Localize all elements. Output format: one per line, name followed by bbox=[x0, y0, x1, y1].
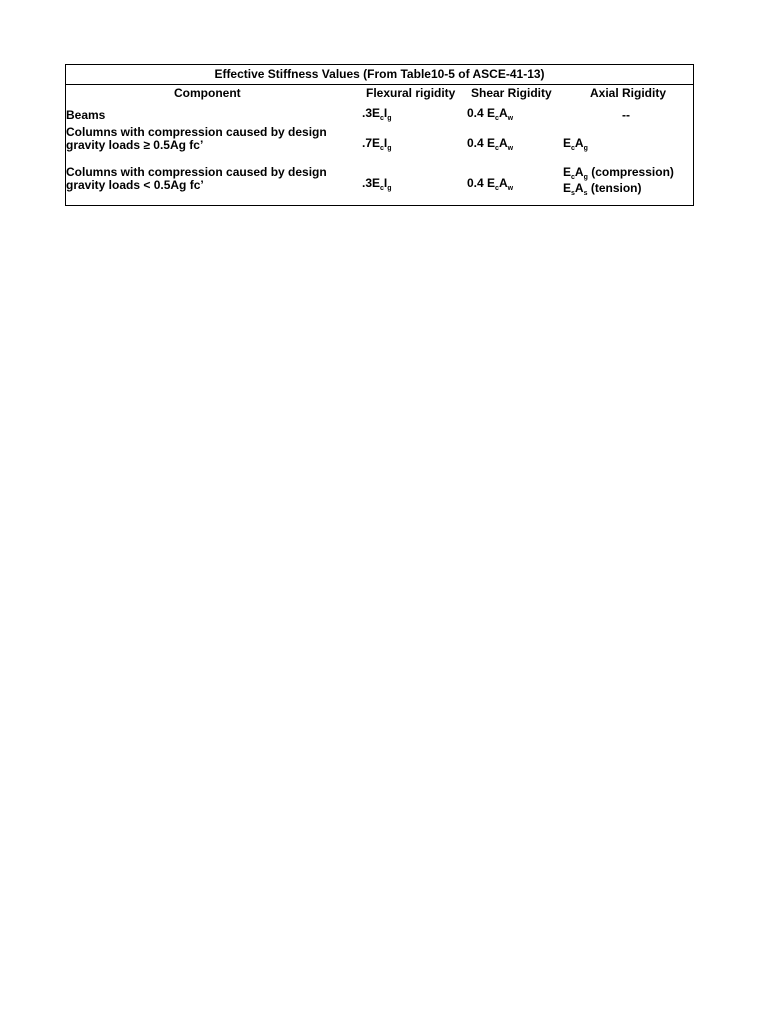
header-flexural: Flexural rigidity bbox=[366, 86, 456, 100]
header-component: Component bbox=[174, 86, 241, 100]
header-shear: Shear Rigidity bbox=[471, 86, 552, 100]
row3-axial-tension: $E_sA_s$ (tension) bbox=[563, 181, 642, 197]
row3-component-line1: Columns with compression caused by design bbox=[66, 165, 327, 179]
row3-component-line2: gravity loads < 0.5Ag fc’ bbox=[66, 178, 204, 192]
header-axial: Axial Rigidity bbox=[590, 86, 667, 100]
row1-axial: -- bbox=[622, 108, 630, 122]
row1-component: Beams bbox=[66, 108, 106, 122]
row2-component-line1: Columns with compression caused by design bbox=[66, 125, 327, 139]
row2-flexural: $.7E_cI_g$ bbox=[362, 136, 392, 152]
stiffness-table bbox=[65, 64, 694, 206]
row2-axial: $E_cA_g$ bbox=[563, 136, 588, 152]
row2-shear: 0.4 $E_cA_w$ bbox=[467, 136, 514, 152]
row3-shear: 0.4 $E_cA_w$ bbox=[467, 176, 514, 192]
row3-axial-compression: $E_cA_g$ (compression) bbox=[563, 165, 674, 181]
row1-shear: 0.4 $E_cA_w$ bbox=[467, 106, 514, 122]
row2-component-line2: gravity loads ≥ 0.5Ag fc’ bbox=[66, 138, 204, 152]
row3-flexural: $.3E_cI_g$ bbox=[362, 176, 392, 192]
table-title: Effective Stiffness Values (From Table10-5 of ASCE-41-13) bbox=[66, 65, 693, 85]
row1-flexural: $.3E_cI_g$ bbox=[362, 106, 392, 122]
